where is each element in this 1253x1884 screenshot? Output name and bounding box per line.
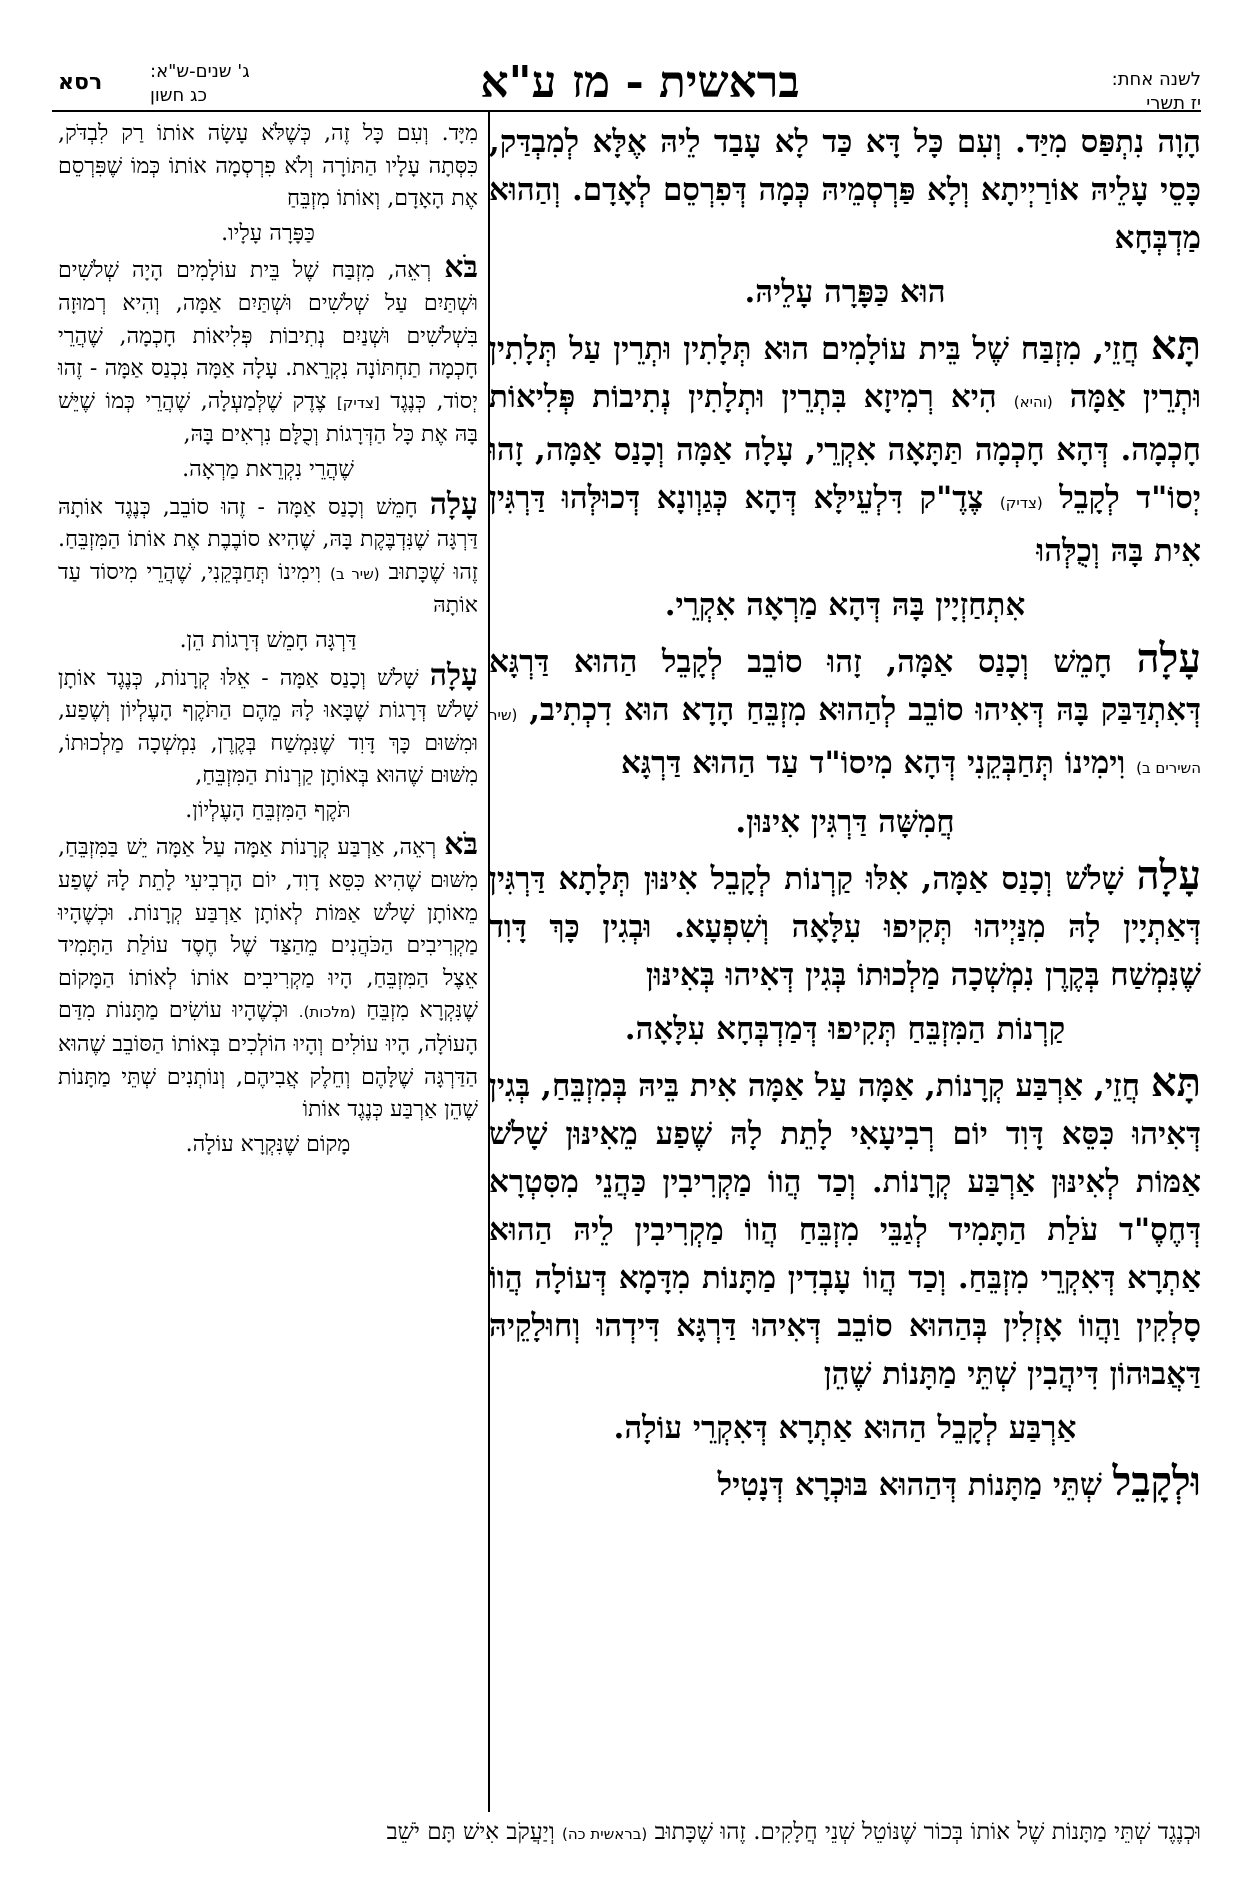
opening-word: בֹּא [444,827,478,863]
main-text: וִימִינוֹ תְּחַבְּקֵנִי דְּהָא מִיסוֹ"ד עַד הַהוּא דַּרְגָּא [621,745,1126,781]
main-text: חָמֵשׁ וְכָנַס אַמָּה, זָהוּ סוֹבֵב לְקָבֵל הַהוּא דַּרְגָּא דְּאִתְדַּבַּק בָּהּ דְּאִיהוּ סוֹבֵב לְהַהוּא מִזְבֵּחַ הָדָא הוּא דִכְתִיב, [489,644,1201,728]
verse-reference: (שיר ב) [330,564,380,583]
main-text: שָׁלֹשׁ וְכָנַס אַמָּה, אִלּוּ קַרְנוֹת לְקָבֵל אִינּוּן תְּלָתָא דַּרְגִּין דְּאַתְיָין לָהּ מִנַּיְיהוּ תְּקִיפוּ עִלָּאָה וְשִׁפְעָא. וּבְגִין כָּךְ דָּוִד שֶׁנִּמְשַׁח בְּקֶרֶן נִמְשְׁכָה מַלְכוּתוֹ בְּגִין דְּאִיהוּ בְּאִינּוּן [489,861,1201,993]
main-text-column [489,118,1201,1515]
translation-paragraph-end [58,454,478,487]
translation-text: דַּרְגָּה חָמֵשׁ דְּרָגוֹת הֵן. [179,627,357,653]
translation-paragraph [58,829,478,1126]
main-paragraph [489,322,1201,575]
main-text: הוּא כַּפָּרָה עָלֵיהּ. [744,274,946,310]
translation-text: וּכְשֶׁהָיוּ עוֹשִׂים מַתָּנוֹת מִדַּם הָעוֹלָה, הָיוּ עוֹלִים וְהָיוּ הוֹלְכִים בְּאוֹתוֹ הַסּוֹבֵב שֶׁהוּא הַדַּרְגָּה שֶׁלָּהֶם וְחֵלֶק אֲבִיהֶם, וְנוֹתְנִים שְׁתֵּי מַתָּנוֹת שֶׁהֵן אַרְבַּע כְּנֶגֶד אוֹתוֹ [58,998,478,1123]
main-paragraph-end [489,581,1201,629]
inline-note: (צדיק) [999,494,1043,512]
translation-text: וִימִינוֹ תְּחַבְּקֵנִי, שֶׁהֲרֵי מִיסוֹד עַד אוֹתָהּ [58,559,478,619]
translation-text: רְאֵה, מִזְבַּח שֶׁל בֵּית עוֹלָמִים הָיָה שְׁלֹשִׁים וּשְׁתַּיִם עַל שְׁלֹשִׁים וּשְׁתַּיִם אַמָּה, וְהִיא רְמוּזָה בִּשְׁלֹשִׁים וּשְׁנַיִם נְתִיבוֹת פְּלִיאוֹת חָכְמָה, שֶׁהֲרֵי חָכְמָה תַחְתּוֹנָה נִקְרֵאת. עָלָה אַמָּה נִכְנַס אַמָּה - זֶהוּ יְסוֹד, כְּנֶגֶד [58,258,478,414]
header-one-year-label: לשנה אחת: [1111,69,1201,90]
inline-note: (מלכות). [298,1003,356,1022]
opening-word: עָלָה [429,486,478,522]
header-one-year-date: יז תשרי [1146,93,1201,114]
translation-paragraph [58,486,479,623]
footer-line [52,1812,1201,1852]
opening-word: עָלָה [1136,852,1202,899]
main-paragraph [489,1458,1201,1509]
translation-paragraph-end [58,795,478,828]
main-paragraph [489,852,1201,999]
translation-paragraph-end [58,625,478,658]
translation-text: צֶדֶק שֶׁלְּמַעְלָה, שֶׁהֲרֵי כְּמוֹ שֶׁיֵּשׁ בָּהּ אֶת כָּל הַדְּרָגוֹת וְכֻלָּם נִרְאִים בָּהּ, [58,388,478,448]
translation-text: מָקוֹם שֶׁנִּקְרָא עוֹלָה. [185,1131,351,1157]
opening-word: תָּא [1150,322,1201,369]
header-cycle-three-year [150,60,250,108]
translation-column [58,118,478,1163]
main-paragraph-end [489,1005,1201,1053]
verse-reference: (שיר השירים ב) [489,706,1201,777]
opening-word: עָלָה [429,657,479,693]
main-text: אִתְחַזְיָין בָּהּ דְּהָא מַרְאָה אִקְרֵי. [664,587,1026,623]
translation-paragraph-end [58,1129,478,1162]
main-paragraph-end [489,1404,1201,1452]
translation-text: חָמֵשׁ וְכָנַס אַמָּה - זֶהוּ סוֹבֵב, כְּנֶגֶד אוֹתָהּ דַּרְגָּה שֶׁנִּדְבֶּקֶת בָּהּ, שֶׁהִיא סוֹבֶבֶת אֶת אוֹתוֹ הַמִּזְבֵּחַ. זֶהוּ שֶׁכָּתוּב [58,494,479,585]
translation-text: שֶׁהֲרֵי נִקְרֵאת מַרְאָה. [182,456,354,482]
translation-text: תֹּקֶף הַמִּזְבֵּחַ הָעֶלְיוֹן. [185,797,351,823]
main-text: חֲמִשָּׁה דַּרְגִּין אִינּוּן. [735,804,955,840]
main-text: שְׁתֵּי מַתָּנוֹת דְּהַהוּא בּוּכְרָא דְּנָטִיל [717,1467,1102,1503]
verse-reference: (בראשית כה) [562,1825,648,1843]
header-divider [52,110,1201,112]
inline-note: [צדיק] [336,393,380,412]
main-text: חֲזֵי, מִזְבַּח שֶׁל בֵּית עוֹלָמִים הוּא תְּלָתִין וּתְרֵין עַל תְּלָתִין וּתְרֵין אַמָּה [489,331,1202,415]
footer-text: וּכְנֶגֶד שְׁתֵּי מַתָּנוֹת שֶׁל אוֹתוֹ בְּכוֹר שֶׁנּוֹטֵל שְׁנֵי חֲלָקִים. זֶהוּ שֶׁכָּתוּב [654,1819,1201,1845]
inline-note: (והיא) [1013,393,1053,411]
header-cycle-one-year [1112,68,1201,116]
main-text: הָוָה נִתְפַּס מִיַּד. וְעִם כָּל דָּא כַּד לָא עָבַד לֵיהּ אֶלָּא לְמִבְדַּק, כָּסֵי עָלֵיהּ אוֹרַיְיתָא וְלָא פַּרְסְמֵיהּ כְּמָה דְּפִרְסֵם לְאָדָם. וְהַהוּא מַדְבְּחָא [489,124,1201,256]
translation-text: כַּפָּרָה עָלָיו. [221,220,315,246]
opening-word: בֹּא [444,250,478,286]
page-number: רסא [58,70,103,95]
main-paragraph [489,118,1201,262]
translation-text: רְאֵה, אַרְבַּע קְרָנוֹת אַמָּה עַל אַמָּה יֵשׁ בַּמִּזְבֵּחַ, מִשּׁוּם שֶׁהִיא כִּסֵּא דָוִד, יוֹם הָרְבִיעִי לָתֵת לָהּ שֶׁפַע מֵאוֹתָן שָׁלֹשׁ אַמּוֹת לְאוֹתָן אַרְבַּע קְרָנוֹת. וּכְשֶׁהָיוּ מַקְרִיבִים הַכֹּהֲנִים מֵהַצַּד שֶׁל חֶסֶד עוֹלַת הַתָּמִיד אֵצֶל הַמִּזְבֵּחַ, הָיוּ מַקְרִיבִים אוֹתוֹ לְאוֹתוֹ הַמָּקוֹם שֶׁנִּקְרָא מִזְבֵּחַ [58,835,478,1024]
header-three-year-label: ג' שנים-ש"א: [150,61,250,82]
main-text: חֲזֵי, אַרְבַּע קְרָנוֹת, אַמָּה עַל אַמָּה אִית בֵּיהּ בְּמִזְבֵּחַ, בְּגִין דְּאִיהוּ כִּסֵּא דָּוִד יוֹם רְבִיעָאִי לָתֵת לָהּ שֶׁפַע מֵאִינּוּן שָׁלֹשׁ אַמּוֹת לְאִינּוּן אַרְבַּע קְרָנוֹת. וְכַד הֲווֹ מַקְרִיבִין כַּהֲנֵי מִסִּטְרָא דְּחֶסֶ"ד עֹלַת הַתָּמִיד לְגַבֵּי מִזְבֵּחַ הֲווֹ מַקְרִיבִין לֵיהּ הַהוּא אַתְרָא דְּאִקְרֵי מִזְבֵּחַ. וְכַד הֲווֹ עָבְדִין מַתָּנוֹת מִדָּמָא דְּעוֹלָה הֲווֹ סָלְקִין וַהֲווֹ אָזְלִין בְּהַהוּא סוֹבֵב דְּאִיהוּ דַּרְגָּא דִּידְהוּ וְחוּלָקֵיהּ דַּאֲבוּהוֹן דִּיהֲבִין שְׁתֵּי מַתָּנוֹת שֶׁהֵן [489,1068,1201,1392]
main-paragraph [489,1059,1201,1398]
main-paragraph-end [489,798,1201,846]
opening-word: וּלְקָבֵל [1112,1458,1201,1505]
main-paragraph [489,635,1201,792]
main-text: צֶדֶ"ק דִּלְעֵילָּא דְּהָא כְּגַוְונָא דְּכוּלְּהוּ דַּרְגִּין אִית בָּהּ וְכֻלְּהוּ [489,480,1201,569]
translation-paragraph [58,118,478,216]
opening-word: עָלָה [1136,635,1201,682]
main-paragraph-end [489,268,1201,316]
header-three-year-date: כג חשון [150,85,207,106]
translation-paragraph-end [58,218,478,251]
translation-paragraph [58,657,479,793]
page-title: בראשית - מז ע"א [480,57,800,108]
main-text: קַרְנוֹת הַמִּזְבֵּחַ תְּקִיפוּ דְּמַדְבְּחָא עִלָּאָה. [624,1011,1066,1047]
main-text: הִיא רְמִיזָא בִּתְרֵין וּתְלָתִין נְתִיבוֹת פְּלִיאוֹת חָכְמָה. דְּהָא חָכְמָה תַּתָּאָה אִקְרֵי, עָלָה אַמָּה וְכָנַס אַמָּה, זָהוּ יְסוֹ"ד לְקָבֵל [489,379,1201,516]
footer-text: וְיַעֲקֹב אִישׁ תָּם יֹשֵׁב [386,1819,555,1845]
main-text: אַרְבַּע לְקָבֵל הַהוּא אַתְרָא דְּאִקְרֵי עוֹלָה. [613,1410,1077,1446]
translation-paragraph [58,252,478,452]
translation-text: שָׁלֹשׁ וְכָנַס אַמָּה - אֵלּוּ קְרָנוֹת, כְּנֶגֶד אוֹתָן שָׁלֹשׁ דְּרָגוֹת שֶׁבָּאוּ לָהּ מֵהֶם הַתֹּקֶף הָעֶלְיוֹן וְשֶׁפַע, וּמִשּׁוּם כָּךְ דָּוִד שֶׁנִּמְשַׁח בְּקֶרֶן, נִמְשְׁכָה מַלְכוּתוֹ, מִשּׁוּם שֶׁהוּא בְּאוֹתָן קַרְנוֹת הַמִּזְבֵּחַ, [58,665,478,789]
translation-text: מִיָּד. וְעִם כָּל זֶה, כְּשֶׁלֹּא עָשָׂה אוֹתוֹ רַק לִבְדֹּק, כִּסְּתָה עָלָיו הַתּוֹרָה וְלֹא פִרְסְמָה אוֹתוֹ כְּמוֹ שֶׁפִּרְסֵם אֶת הָאָדָם, וְאוֹתוֹ מִזְבֵּחַ [58,121,478,212]
opening-word: תָּא [1150,1059,1201,1106]
